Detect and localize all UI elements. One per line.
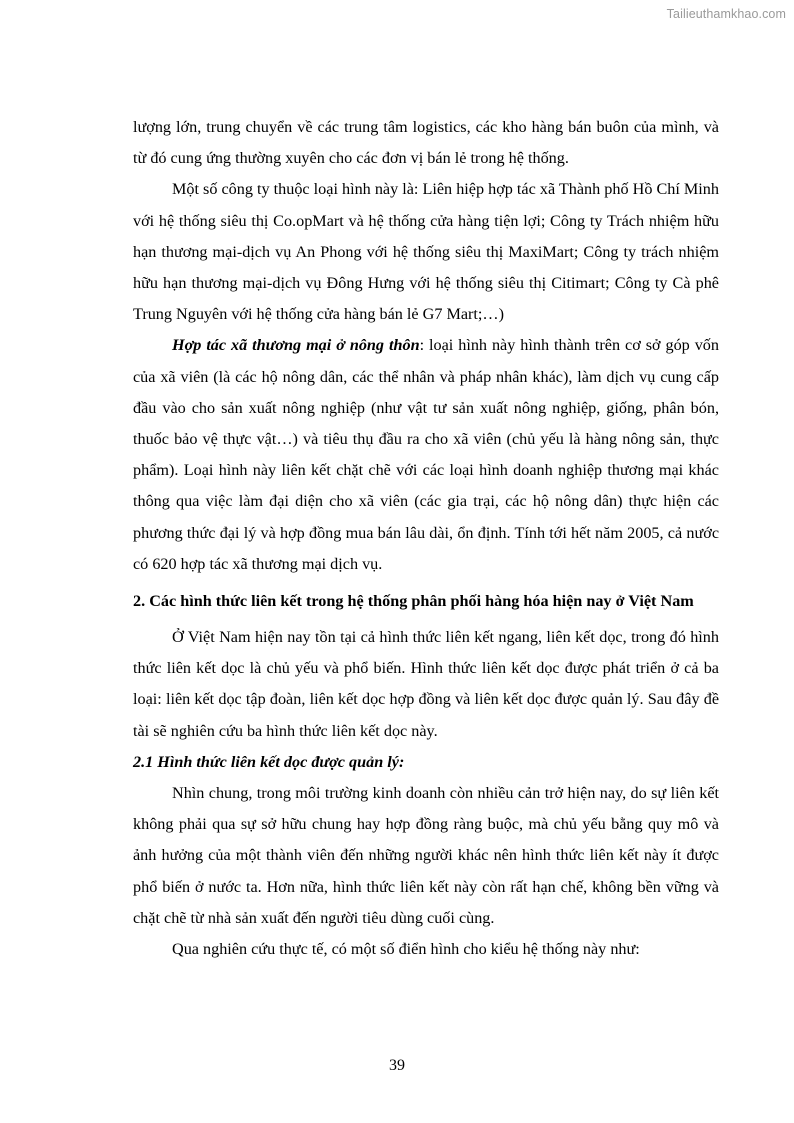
paragraph: Một số công ty thuộc loại hình này là: Liên hiệp hợp tác xã Thành phố Hồ Chí Minh với hệ thống siêu thị Co.opMart và hệ thống cửa hàng tiện lợi; Công ty Trách nhiệm hữu hạn thương mại-dịch vụ An Phong với hệ thống siêu thị MaxiMart; Công ty trách nhiệm hữu hạn thương mại-dịch vụ Đông Hưng với hệ thống siêu thị Citimart; Công ty Cà phê Trung Nguyên với hệ thống cửa hàng bán lẻ G7 Mart;…)	[133, 180, 719, 324]
page-body	[133, 112, 719, 965]
paragraph: Ở Việt Nam hiện nay tồn tại cả hình thức liên kết ngang, liên kết dọc, trong đó hình thức liên kết dọc là chủ yếu và phổ biến. Hình thức liên kết dọc được phát triển ở cả ba loại: liên kết dọc tập đoàn, liên kết dọc hợp đồng và liên kết dọc được quản lý. Sau đây đề tài sẽ nghiên cứu ba hình thức liên kết dọc này.	[133, 628, 719, 740]
paragraph	[133, 330, 719, 580]
paragraph: lượng lớn, trung chuyển về các trung tâm logistics, các kho hàng bán buôn của mình, và từ đó cung ứng thường xuyên cho các đơn vị bán lẻ trong hệ thống.	[133, 118, 719, 168]
paragraph: Qua nghiên cứu thực tế, có một số điển hình cho kiểu hệ thống này như:	[172, 940, 640, 959]
watermark: Tailieuthamkhao.com	[666, 7, 786, 21]
paragraph: Nhìn chung, trong môi trường kinh doanh còn nhiều cản trở hiện nay, do sự liên kết không phải qua sự sở hữu chung hay hợp đồng ràng buộc, mà chủ yếu bằng quy mô và ảnh hưởng của một thành viên đến những người khác nên hình thức liên kết này ít được phổ biến ở nước ta. Hơn nữa, hình thức liên kết này còn rất hạn chế, không bền vững và chặt chẽ từ nhà sản xuất đến người tiêu dùng cuối cùng.	[133, 784, 719, 927]
paragraph-text: : loại hình này hình thành trên cơ sở góp vốn của xã viên (là các hộ nông dân, các thể nhân và pháp nhân khác), làm dịch vụ cung cấp đầu vào cho sản xuất nông nghiệp (như vật tư sản xuất nông nghiệp, giống, phân bón, thuốc bảo vệ thực vật…) và tiêu thụ đầu ra cho xã viên (chủ yếu là hàng nông sản, thực phẩm). Loại hình này liên kết chặt chẽ với các loại hình doanh nghiệp thương mại khác thông qua việc làm đại diện cho xã viên (các gia trại, các hộ nông dân) thực hiện các phương thức đại lý và hợp đồng mua bán lâu dài, ổn định. Tính tới hết năm 2005, cả nước có 620 hợp tác xã thương mại dịch vụ.	[133, 336, 719, 573]
subsection-heading: 2.1 Hình thức liên kết dọc được quản lý:	[133, 752, 405, 771]
section-heading: 2. Các hình thức liên kết trong hệ thống phân phối hàng hóa hiện nay ở Việt Nam	[133, 592, 694, 611]
page-number: 39	[389, 1057, 405, 1074]
paragraph-lead-term: Hợp tác xã thương mại ở nông thôn	[172, 336, 420, 355]
